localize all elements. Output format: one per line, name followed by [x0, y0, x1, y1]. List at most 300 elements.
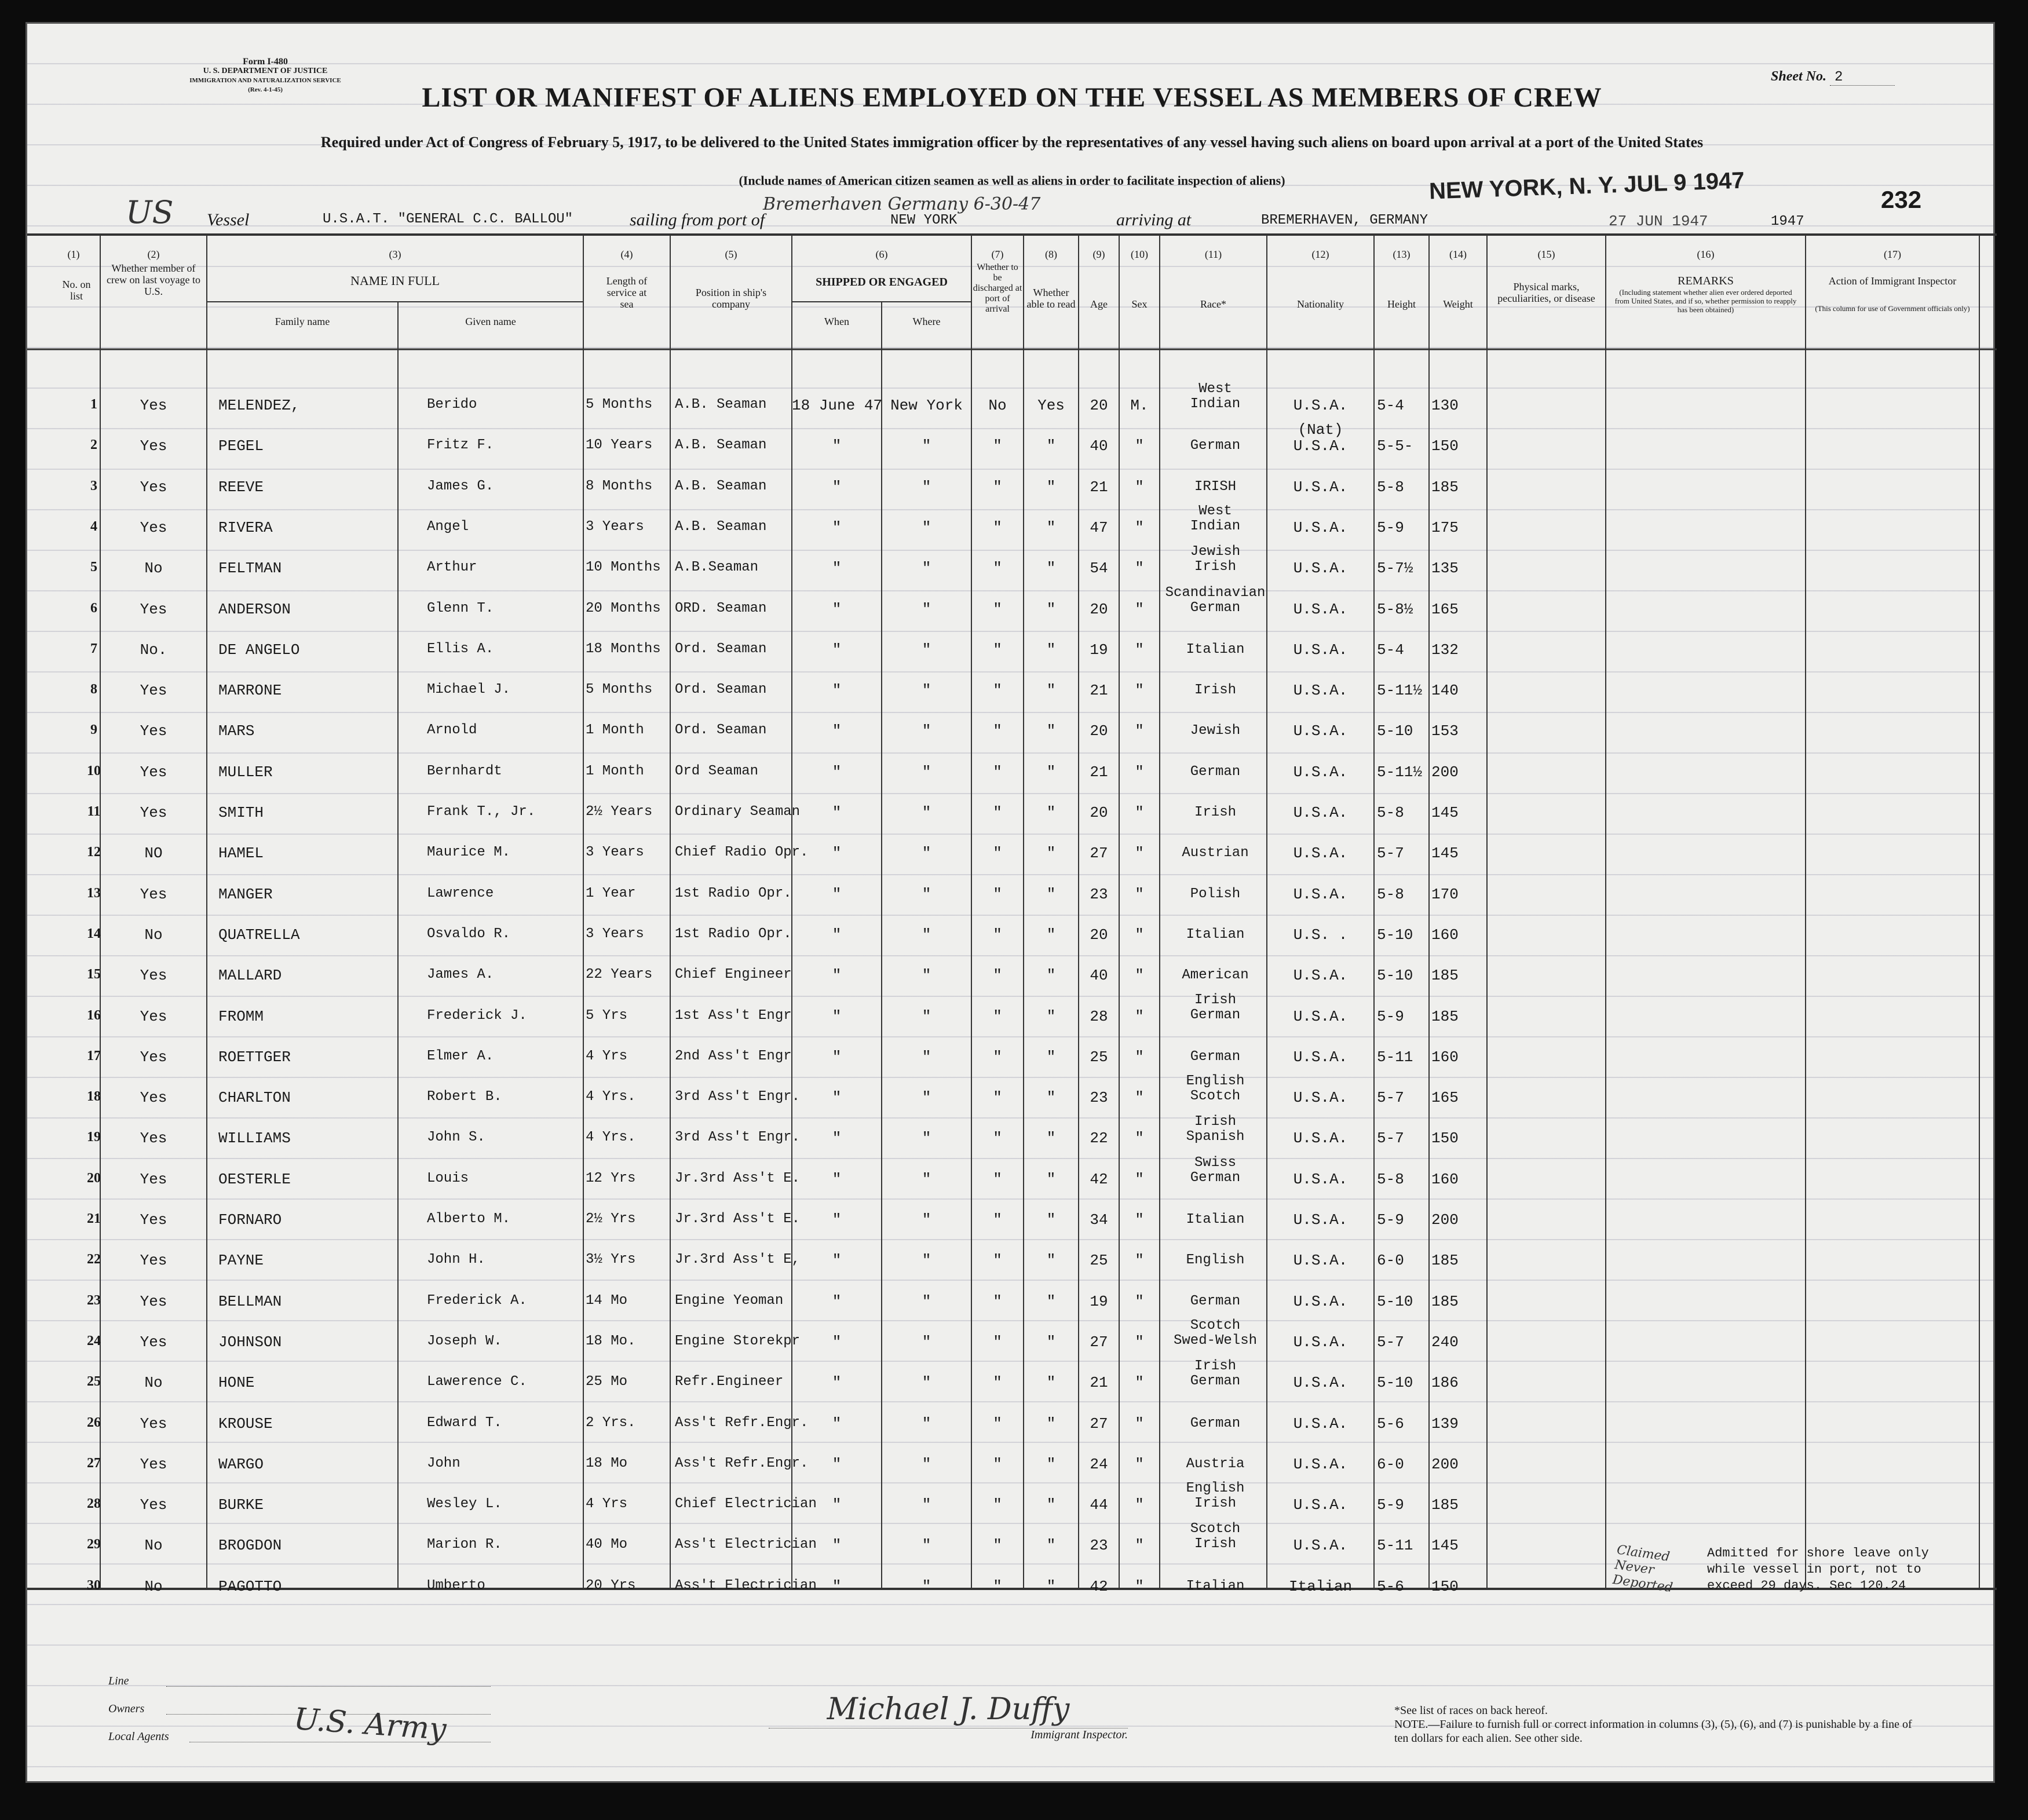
race-line: Swed-Welsh [1173, 1332, 1258, 1348]
shipped-where: " [922, 518, 931, 536]
shipped-where: " [922, 1048, 931, 1066]
race-line: German [1190, 1170, 1241, 1186]
prev-voyage: Yes [140, 1048, 167, 1066]
shipped-when: " [832, 1211, 842, 1229]
agents-signature: U.S. Army [293, 1701, 448, 1748]
service-length: 18 Months [586, 641, 661, 657]
able-to-read: " [1046, 1089, 1056, 1107]
race-line: Irish [1194, 1496, 1236, 1512]
row-number: 20 [87, 1170, 101, 1186]
manifest-sheet [25, 22, 1995, 1783]
family-name: BROGDON [218, 1537, 282, 1555]
shipped-where: " [922, 763, 931, 781]
race-line: Spanish [1186, 1129, 1245, 1145]
date-stamp: 27 JUN 1947 [1609, 213, 1708, 230]
weight: 150 [1431, 437, 1459, 455]
service-length: 1 Month [586, 763, 644, 779]
weight: 153 [1431, 722, 1459, 740]
weight: 150 [1431, 1577, 1459, 1595]
able-to-read: " [1046, 1007, 1056, 1025]
department: U. S. DEPARTMENT OF JUSTICE [203, 67, 328, 75]
position: Ass't Refr.Engr. [675, 1415, 809, 1431]
us-mark: US [126, 194, 174, 231]
position: 3rd Ass't Engr. [675, 1130, 801, 1146]
given-name: Frederick J. [427, 1007, 527, 1024]
race [1164, 993, 1267, 1023]
position: Ord. Seaman [675, 641, 767, 657]
shipped-where: " [922, 478, 931, 496]
discharged: " [993, 722, 1002, 740]
row-number: 12 [87, 845, 101, 860]
include-note: (Include names of American citizen seamen as well as aliens in order to facilitate inspection of aliens) [739, 173, 1285, 188]
age: 28 [1090, 1007, 1108, 1025]
weight: 139 [1431, 1415, 1459, 1432]
col3-num: (3) [389, 248, 401, 260]
sex: " [1135, 1170, 1144, 1188]
discharged: " [993, 1537, 1002, 1555]
family-name: PAYNE [218, 1252, 264, 1270]
arriving-port: BREMERHAVEN, GERMANY [1261, 213, 1428, 228]
race-line: IRISH [1194, 478, 1236, 495]
height: 5-9 [1377, 1496, 1404, 1514]
col16-sub: (Including statement whether alien ever ordered deported from United States, and if so, whether permission to reapply has been obtained) [1614, 288, 1797, 314]
given-name: Ellis A. [427, 641, 494, 657]
able-to-read: " [1046, 1170, 1056, 1188]
col16-label: REMARKS [1678, 275, 1734, 287]
weight: 175 [1431, 518, 1459, 536]
col3-given: Given name [465, 316, 516, 327]
race-line: Jewish [1190, 723, 1241, 739]
given-name: Arthur [427, 560, 477, 576]
race-line: West [1198, 381, 1232, 397]
race-line: Italian [1186, 641, 1245, 657]
position: Jr.3rd Ass't E, [675, 1252, 801, 1268]
family-name: MANGER [218, 885, 273, 903]
shipped-where: " [922, 1374, 931, 1392]
family-name: REEVE [218, 478, 264, 496]
prev-voyage: Yes [140, 397, 167, 414]
sex: " [1135, 437, 1144, 455]
weight: 240 [1431, 1333, 1459, 1351]
prev-voyage: No [144, 1577, 163, 1595]
race-line: German [1190, 1415, 1241, 1431]
able-to-read: " [1046, 1292, 1056, 1310]
age: 20 [1090, 722, 1108, 740]
race [1164, 1318, 1267, 1348]
shipped-when: " [832, 722, 842, 740]
discharged: " [993, 1211, 1002, 1229]
row-number: 30 [87, 1577, 101, 1593]
discharged: " [993, 1333, 1002, 1351]
shipped-where: " [922, 804, 931, 821]
race-line: Irish [1194, 1536, 1236, 1552]
race-line: West [1198, 503, 1232, 519]
requirement-text: Required under Act of Congress of February 5, 1917, to be delivered to the United States immigration officer by the representatives of any vessel having such aliens on board upon arrival at a port of the United States [320, 134, 1704, 151]
prev-voyage: Yes [140, 967, 167, 985]
col2-label: Whether member of crew on last voyage to U.S. [107, 262, 200, 297]
sex: " [1135, 1048, 1144, 1066]
position: Refr.Engineer [675, 1374, 784, 1390]
shipped-when: " [832, 1089, 842, 1107]
prev-voyage: Yes [140, 437, 167, 455]
discharged: " [993, 1496, 1002, 1514]
able-to-read: " [1046, 641, 1056, 659]
prev-voyage: Yes [140, 885, 167, 903]
sex: " [1135, 1415, 1144, 1432]
position: 1st Ass't Engr [675, 1007, 792, 1024]
nationality: U.S.A. [1293, 1130, 1348, 1147]
inspector-label: Immigrant Inspector. [1031, 1728, 1128, 1741]
prev-voyage: Yes [140, 1496, 167, 1514]
height: 5-8 [1377, 885, 1404, 903]
given-name: Bernhardt [427, 763, 502, 779]
given-name: Marion R. [427, 1537, 502, 1553]
position: Ord. Seaman [675, 682, 767, 698]
shipped-where: " [922, 560, 931, 578]
prev-voyage: Yes [140, 682, 167, 700]
age: 42 [1090, 1577, 1108, 1595]
shipped-when: " [832, 1170, 842, 1188]
position: Jr.3rd Ass't E. [675, 1170, 801, 1186]
race-line: Irish [1194, 992, 1236, 1008]
race-line: Austria [1186, 1456, 1245, 1472]
nationality: U.S.A. [1293, 1007, 1348, 1025]
given-name: Glenn T. [427, 600, 494, 616]
row-number: 27 [87, 1455, 101, 1471]
race [1164, 723, 1267, 739]
weight: 160 [1431, 926, 1459, 944]
height: 5-11½ [1377, 682, 1423, 700]
weight: 165 [1431, 600, 1459, 618]
discharged: " [993, 518, 1002, 536]
shipped-where: " [922, 1537, 931, 1555]
family-name: SMITH [218, 804, 264, 821]
row-number: 18 [87, 1089, 101, 1105]
weight: 150 [1431, 1130, 1459, 1147]
discharged: " [993, 641, 1002, 659]
sex: " [1135, 1089, 1144, 1107]
given-name: Joseph W. [427, 1333, 502, 1349]
family-name: KROUSE [218, 1415, 273, 1432]
shipped-where: " [922, 437, 931, 455]
height: 5-10 [1377, 926, 1413, 944]
footer-agents-label: Local Agents [108, 1730, 169, 1743]
shipped-where: " [922, 600, 931, 618]
race [1164, 927, 1267, 942]
sex: " [1135, 1130, 1144, 1147]
nationality: U.S.A. [1293, 1496, 1348, 1514]
col6-where: Where [912, 316, 941, 327]
given-name: James A. [427, 967, 494, 983]
position: Chief Engineer [675, 967, 792, 983]
shipped-when: " [832, 1496, 842, 1514]
race [1164, 1359, 1267, 1389]
able-to-read: " [1046, 845, 1056, 863]
age: 42 [1090, 1170, 1108, 1188]
col2-num: (2) [147, 248, 160, 260]
nationality: U.S.A. [1293, 1537, 1348, 1555]
race-line: Italian [1186, 926, 1245, 942]
service-length: 22 Years [586, 967, 653, 983]
height: 5-5- [1377, 437, 1413, 455]
discharged: " [993, 1252, 1002, 1270]
shipped-where: New York [890, 397, 963, 414]
shipped-when: " [832, 1252, 842, 1270]
service-length: 3 Years [586, 518, 644, 535]
able-to-read: " [1046, 722, 1056, 740]
age: 22 [1090, 1130, 1108, 1147]
position: Ord Seaman [675, 763, 759, 779]
given-name: Frederick A. [427, 1292, 527, 1309]
given-name: Edward T. [427, 1415, 502, 1431]
discharged: " [993, 1170, 1002, 1188]
sex: " [1135, 926, 1144, 944]
age: 21 [1090, 682, 1108, 700]
given-name: Fritz F. [427, 437, 494, 454]
col4-label: Length of service at sea [606, 275, 648, 310]
given-name: Osvaldo R. [427, 926, 511, 942]
discharged: " [993, 763, 1002, 781]
height: 5-4 [1377, 397, 1404, 414]
row-number: 6 [90, 600, 97, 616]
prev-voyage: Yes [140, 518, 167, 536]
col15-label: Physical marks, peculiarities, or disease [1497, 281, 1595, 304]
nationality: U.S.A. [1293, 1211, 1348, 1229]
able-to-read: " [1046, 1333, 1056, 1351]
age: 21 [1090, 1374, 1108, 1392]
race-line: Scandinavian [1165, 584, 1266, 601]
service-length: 4 Yrs [586, 1048, 628, 1064]
race-line: Italian [1186, 1212, 1245, 1227]
height: 5-10 [1377, 1292, 1413, 1310]
able-to-read: " [1046, 1048, 1056, 1066]
prev-voyage: Yes [140, 1455, 167, 1473]
race-line: Scotch [1190, 1317, 1241, 1333]
race-line: Irish [1194, 1358, 1236, 1375]
nationality: U.S.A. [1293, 397, 1348, 414]
shipped-when: " [832, 560, 842, 578]
weight: 160 [1431, 1170, 1459, 1188]
row-number: 17 [87, 1048, 101, 1064]
height: 5-7 [1377, 1089, 1404, 1107]
discharged: " [993, 1130, 1002, 1147]
age: 40 [1090, 437, 1108, 455]
race-line: Jewish [1190, 544, 1241, 560]
sex: " [1135, 967, 1144, 985]
service-length: 4 Yrs [586, 1496, 628, 1512]
form-number: Form I-480 [243, 57, 288, 67]
sailing-label: sailing from port of [630, 210, 765, 229]
position: 2nd Ass't Engr [675, 1048, 792, 1064]
position: Chief Radio Opr. [675, 845, 809, 861]
row-number: 19 [87, 1130, 101, 1145]
discharged: " [993, 1048, 1002, 1066]
race [1164, 480, 1267, 495]
col7-num: (7) [991, 248, 1004, 260]
weight: 132 [1431, 641, 1459, 659]
weight: 186 [1431, 1374, 1459, 1392]
footer-notes [1394, 1704, 1916, 1745]
from-port-handwritten: Bremerhaven Germany 6-30-47 [763, 194, 1041, 214]
race-line: German [1190, 600, 1241, 616]
nationality: U.S.A. [1293, 885, 1348, 903]
service-length: 5 Months [586, 682, 653, 698]
discharged: " [993, 1415, 1002, 1432]
nationality: U.S.A. [1293, 1455, 1348, 1473]
family-name: HONE [218, 1374, 255, 1392]
nationality: U.S.A. [1293, 1333, 1348, 1351]
sex: M. [1130, 397, 1149, 414]
prev-voyage: Yes [140, 1252, 167, 1270]
page-number-232: 232 [1881, 186, 1922, 213]
height: 5-10 [1377, 1374, 1413, 1392]
sex: " [1135, 845, 1144, 863]
height: 6-0 [1377, 1455, 1404, 1473]
family-name: FELTMAN [218, 560, 282, 578]
age: 47 [1090, 518, 1108, 536]
col4-num: (4) [620, 248, 633, 260]
weight: 185 [1431, 1496, 1459, 1514]
age: 21 [1090, 763, 1108, 781]
position: Ass't Refr.Engr. [675, 1455, 809, 1471]
discharged: " [993, 682, 1002, 700]
service-length: 12 Yrs [586, 1170, 636, 1186]
discharged: " [993, 967, 1002, 985]
prev-voyage: NO [144, 845, 163, 863]
col7-label: Whether to be discharged at port of arrival [973, 262, 1022, 314]
shipped-where: " [922, 967, 931, 985]
weight: 185 [1431, 1292, 1459, 1310]
age: 27 [1090, 1415, 1108, 1432]
weight: 165 [1431, 1089, 1459, 1107]
race [1164, 968, 1267, 983]
col13-num: (13) [1393, 248, 1411, 260]
position: Jr.3rd Ass't E. [675, 1211, 801, 1227]
position: Ordinary Seaman [675, 804, 801, 820]
shipped-when: " [832, 926, 842, 944]
age: 20 [1090, 397, 1108, 414]
sex: " [1135, 641, 1144, 659]
col8-num: (8) [1045, 248, 1057, 260]
discharged: " [993, 804, 1002, 821]
position: Ass't Electrician [675, 1577, 817, 1594]
penalty-note: NOTE.—Failure to furnish full or correct information in columns (3), (5), (6), and (7) is punishable by a fine of ten dollars for each alien. See other side. [1394, 1718, 1912, 1745]
shipped-when: " [832, 1415, 842, 1432]
shipped-when: 18 June 47 [792, 397, 883, 414]
shipped-when: " [832, 518, 842, 536]
row-number: 29 [87, 1537, 101, 1552]
race [1164, 887, 1267, 902]
shipped-when: " [832, 1007, 842, 1025]
position: Engine Storekpr [675, 1333, 801, 1349]
family-name: RIVERA [218, 518, 273, 536]
prev-voyage: No [144, 926, 163, 944]
discharged: " [993, 437, 1002, 455]
able-to-read: " [1046, 1252, 1056, 1270]
discharged: " [993, 600, 1002, 618]
position: 3rd Ass't Engr. [675, 1089, 801, 1105]
col11-label: Race* [1200, 298, 1226, 310]
height: 5-7½ [1377, 560, 1413, 578]
row-number: 1 [90, 397, 97, 412]
height: 5-10 [1377, 967, 1413, 985]
shipped-where: " [922, 1252, 931, 1270]
able-to-read: " [1046, 478, 1056, 496]
nationality: U.S.A. [1293, 1089, 1348, 1107]
col9-num: (9) [1092, 248, 1105, 260]
race [1164, 1114, 1267, 1145]
family-name: JOHNSON [218, 1333, 282, 1351]
able-to-read: " [1046, 926, 1056, 944]
family-name: QUATRELLA [218, 926, 300, 944]
col8-label: Whether able to read [1026, 287, 1076, 310]
service-length: 10 Months [586, 560, 661, 576]
nationality-naturalized: (Nat) [1298, 421, 1343, 439]
age: 20 [1090, 600, 1108, 618]
row-number: 2 [90, 437, 97, 453]
service-length: 4 Yrs. [586, 1089, 636, 1105]
shipped-when: " [832, 641, 842, 659]
service-length: 25 Mo [586, 1374, 628, 1390]
family-name: MARRONE [218, 682, 282, 700]
sex: " [1135, 722, 1144, 740]
age: 34 [1090, 1211, 1108, 1229]
weight: 185 [1431, 1252, 1459, 1270]
able-to-read: " [1046, 1537, 1056, 1555]
given-name: Louis [427, 1170, 469, 1186]
col14-num: (14) [1449, 248, 1467, 260]
shipped-where: " [922, 722, 931, 740]
given-name: Frank T., Jr. [427, 804, 536, 820]
family-name: WARGO [218, 1455, 264, 1473]
age: 24 [1090, 1455, 1108, 1473]
discharged: " [993, 1455, 1002, 1473]
height: 6-0 [1377, 1252, 1404, 1270]
row-number: 8 [90, 682, 97, 697]
service-length: 2 Yrs. [586, 1415, 636, 1431]
sex: " [1135, 600, 1144, 618]
discharged: " [993, 926, 1002, 944]
position: A.B. Seaman [675, 437, 767, 454]
prev-voyage: Yes [140, 1292, 167, 1310]
service-length: 4 Yrs. [586, 1130, 636, 1146]
race [1164, 1074, 1267, 1104]
race-line: English [1186, 1481, 1245, 1497]
see-races-note: *See list of races on back hereof. [1394, 1704, 1548, 1717]
race [1164, 1253, 1267, 1268]
discharged: " [993, 560, 1002, 578]
height: 5-9 [1377, 1007, 1404, 1025]
service-length: 1 Year [586, 885, 636, 901]
race-line: American [1182, 967, 1249, 984]
age: 23 [1090, 885, 1108, 903]
shipped-where: " [922, 1415, 931, 1432]
sex: " [1135, 1455, 1144, 1473]
sex: " [1135, 1007, 1144, 1025]
nationality: U.S.A. [1293, 967, 1348, 985]
row-number: 11 [87, 804, 101, 819]
weight: 185 [1431, 1007, 1459, 1025]
nationality: U.S.A. [1293, 641, 1348, 659]
vessel-label: Vessel [207, 210, 250, 229]
able-to-read: Yes [1037, 397, 1065, 414]
shipped-when: " [832, 763, 842, 781]
able-to-read: " [1046, 1455, 1056, 1473]
position: ORD. Seaman [675, 600, 767, 616]
weight: 200 [1431, 1211, 1459, 1229]
height: 5-8 [1377, 804, 1404, 821]
year: 1947 [1771, 214, 1804, 229]
